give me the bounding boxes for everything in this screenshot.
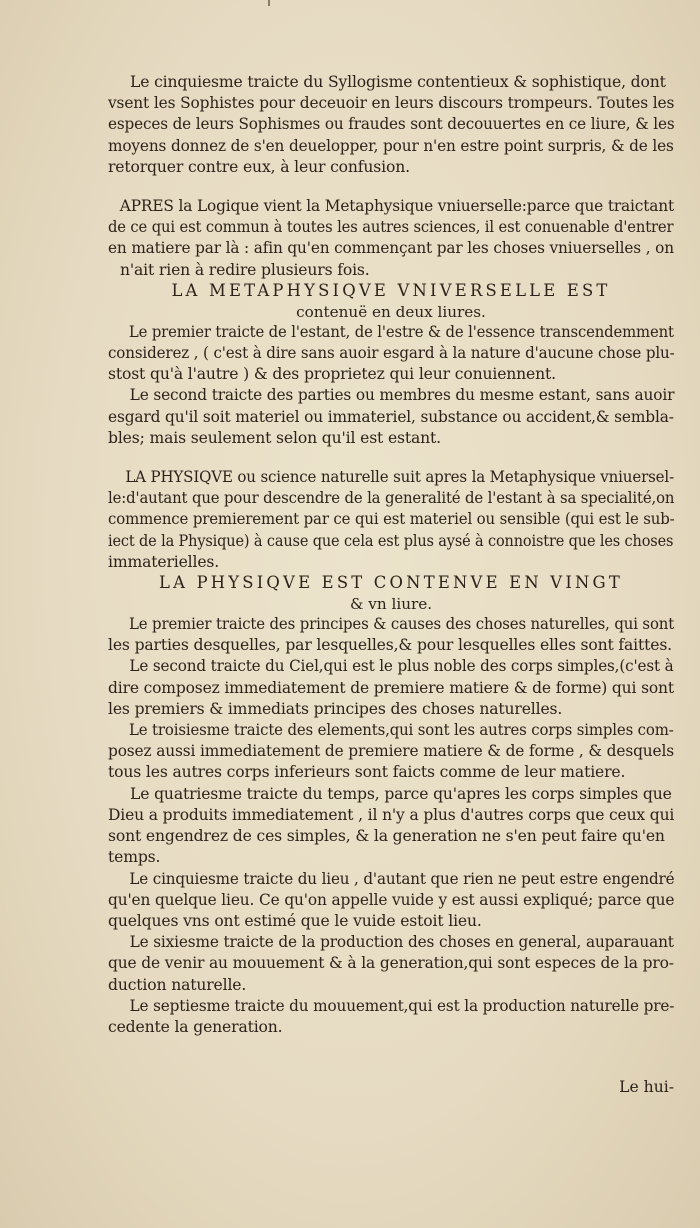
paragraph-physique-3 — [108, 720, 674, 784]
text-line: sont engendrez de ces simples, & la generation ne s'en peut faire qu'en — [108, 827, 665, 846]
text-line: Le premier traicte de l'estant, de l'estre & de l'essence transcendemment — [128, 322, 674, 341]
text-line: LA PHYSIQVE ou science naturelle suit apres la Metaphysique vniuersel- — [125, 468, 675, 487]
text-line: tous les autres corps inferieurs sont faicts comme de leur matiere. — [108, 763, 626, 782]
section-heading: LA METAPHYSIQVE VNIVERSELLE EST — [171, 280, 611, 300]
text-line: Le cinquiesme traicte du lieu , d'autant que rien ne peut estre engendré — [129, 869, 675, 888]
text-line: duction naturelle. — [108, 975, 247, 994]
paragraph-physique-7 — [108, 996, 674, 1038]
text-line: les premiers & immediats principes des choses naturelles. — [108, 699, 563, 718]
text-line: Le second traicte du Ciel,qui est le plus noble des corps simples,(c'est à — [129, 657, 674, 676]
paragraph-metaphysique-2 — [108, 385, 674, 449]
text-line: les parties desquelles, par lesquelles,& pour lesquelles elles sont faittes. — [108, 636, 672, 655]
text-line: en matiere par là : afin qu'en commençant par les choses vniuerselles , on — [108, 239, 674, 258]
text-line: Le quatriesme traicte du temps, parce qu'apres les corps simples que — [130, 784, 672, 803]
text-line: dire composez immediatement de premiere matiere & de forme) qui sont — [108, 678, 674, 697]
text-line: retorquer contre eux, à leur confusion. — [108, 157, 410, 176]
section-subheading: & vn liure. — [349, 595, 433, 614]
text-line: n'ait rien à redire plusieurs fois. — [120, 260, 370, 279]
text-line: quelques vns ont estimé que le vuide estoit lieu. — [108, 911, 482, 930]
text-line: Le sixiesme traicte de la production des choses en general, auparauant — [129, 933, 674, 952]
text-line: Le cinquiesme traicte du Syllogisme contentieux & sophistique, dont — [130, 73, 666, 91]
text-line: posez aussi immediatement de premiere matiere & de forme , & desquels — [108, 742, 674, 761]
paragraph-metaphysique-1 — [108, 322, 674, 386]
paragraph-physique-2 — [108, 656, 674, 720]
text-line: APRES la Logique vient la Metaphysique vniuerselle:parce que traictant — [119, 197, 675, 216]
text-line: moyens donnez de s'en deuelopper, pour n'en estre point surpris, & de les — [108, 136, 674, 155]
text-line: Le second traicte des parties ou membres du mesme estant, sans auoir — [129, 386, 675, 405]
text-line: Le septiesme traicte du mouuement,qui est la production naturelle pre- — [129, 996, 675, 1015]
paragraph-physique-4 — [108, 784, 674, 869]
text-line: especes de leurs Sophismes ou fraudes sont decouuertes en ce liure, & les — [108, 115, 675, 134]
text-line: que de venir au mouuement & à la generation,qui sont especes de la pro- — [108, 954, 674, 973]
paragraph-physique-1 — [108, 614, 674, 656]
section-heading: LA PHYSIQVE EST CONTENVE EN VINGT — [159, 573, 623, 593]
text-line: temps. — [108, 848, 161, 867]
text-line: Dieu a produits immediatement , il n'y a plus d'autres corps que ceux qui — [108, 805, 675, 824]
catchword: Le hui- — [619, 1078, 674, 1096]
paragraph-physique-6 — [108, 932, 674, 996]
text-line: esgard qu'il soit materiel ou immateriel, substance ou accident,& sembla- — [108, 407, 674, 426]
text-line: immaterielles. — [108, 552, 220, 571]
paragraph-physique-intro — [108, 467, 674, 573]
paragraph-sophistique — [108, 72, 674, 178]
text-line: considerez , ( c'est à dire sans auoir esgard à la nature d'aucune chose plu- — [108, 344, 675, 363]
text-line: vsent les Sophistes pour deceuoir en leurs discours trompeurs. Toutes les — [108, 94, 675, 113]
text-line: le:d'autant que pour descendre de la generalité de l'estant à sa specialité,on — [108, 489, 675, 508]
paragraph-metaphysique-intro — [108, 196, 674, 281]
section-subheading: contenuë en deux liures. — [296, 302, 486, 321]
text-line: de ce qui est commun à toutes les autres sciences, il est conuenable d'entrer — [108, 218, 674, 237]
paragraph-physique-5 — [108, 869, 674, 933]
text-line: iect de la Physique) à cause que cela est plus aysé à connoistre que les choses — [108, 531, 674, 550]
text-line: cedente la generation. — [108, 1017, 283, 1036]
text-line: qu'en quelque lieu. Ce qu'on appelle vuide y est aussi expliqué; parce que — [108, 890, 675, 909]
text-line: Le troisiesme traicte des elements,qui sont les autres corps simples com- — [129, 721, 674, 740]
text-line: commence premierement par ce qui est materiel ou sensible (qui est le sub- — [108, 510, 675, 529]
text-line: bles; mais seulement selon qu'il est estant. — [108, 428, 441, 447]
top-mark — [268, 0, 270, 6]
text-line: Le premier traicte des principes & causes des choses naturelles, qui sont — [129, 615, 675, 634]
text-line: stost qu'à l'autre ) & des proprietez qui leur conuiennent. — [108, 365, 556, 384]
